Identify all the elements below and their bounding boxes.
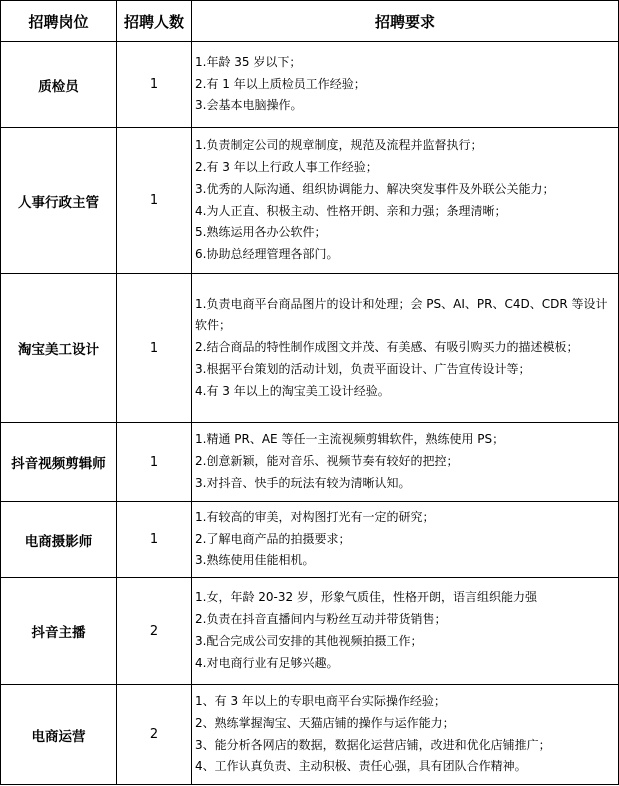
requirement-line: 5.熟练运用各办公软件； bbox=[195, 225, 327, 240]
requirement-line: 1.女，年龄 20-32 岁，形象气质佳，性格开朗，语言组织能力强 bbox=[195, 590, 537, 605]
requirement-line: 4.对电商行业有足够兴趣。 bbox=[195, 655, 339, 670]
requirement-line: 2.有 3 年以上行政人事工作经验； bbox=[195, 159, 378, 174]
requirements-cell bbox=[192, 42, 619, 128]
requirements-cell bbox=[192, 578, 619, 685]
table-row bbox=[1, 423, 619, 502]
count-cell: 1 bbox=[117, 502, 192, 578]
requirement-line: 1.有较高的审美，对构图打光有一定的研究； bbox=[195, 509, 435, 524]
count-cell: 1 bbox=[117, 274, 192, 423]
requirement-line: 2.有 1 年以上质检员工作经验； bbox=[195, 76, 366, 91]
requirements-cell bbox=[192, 685, 619, 785]
position-cell: 电商摄影师 bbox=[1, 502, 117, 578]
requirement-line: 3.熟练使用佳能相机。 bbox=[195, 553, 315, 568]
requirement-line: 3.优秀的人际沟通、组织协调能力、解决突发事件及外联公关能力； bbox=[195, 181, 555, 196]
requirement-line: 2.创意新颖，能对音乐、视频节奏有较好的把控； bbox=[195, 454, 459, 469]
requirements-cell bbox=[192, 274, 619, 423]
position-cell: 抖音主播 bbox=[1, 578, 117, 685]
position-cell: 电商运营 bbox=[1, 685, 117, 785]
position-cell: 人事行政主管 bbox=[1, 128, 117, 274]
requirement-line: 3.配合完成公司安排的其他视频拍摄工作； bbox=[195, 634, 423, 648]
requirement-line: 4.有 3 年以上的淘宝美工设计经验。 bbox=[195, 383, 390, 398]
position-cell: 淘宝美工设计 bbox=[1, 274, 117, 423]
table-row bbox=[1, 578, 619, 685]
requirement-line: 1、有 3 年以上的专职电商平台实际操作经验； bbox=[195, 693, 446, 708]
position-cell: 抖音视频剪辑师 bbox=[1, 423, 117, 502]
requirement-line: 2、熟练掌握淘宝、天猫店铺的操作与运作能力； bbox=[195, 715, 455, 730]
count-cell: 2 bbox=[117, 578, 192, 685]
header-count: 招聘人数 bbox=[117, 1, 192, 42]
header-row bbox=[1, 1, 619, 42]
requirement-line: 1.负责制定公司的规章制度，规范及流程并监督执行； bbox=[195, 138, 483, 153]
header-position: 招聘岗位 bbox=[1, 1, 117, 42]
requirement-line: 3.根据平台策划的活动计划，负责平面设计、广告宣传设计等； bbox=[195, 361, 531, 376]
count-cell: 1 bbox=[117, 42, 192, 128]
requirement-line: 4、工作认真负责、主动积极、责任心强，具有团队合作精神。 bbox=[195, 759, 527, 774]
requirement-line: 2.了解电商产品的拍摄要求； bbox=[195, 531, 351, 546]
requirement-line: 1.精通 PR、AE 等任一主流视频剪辑软件，熟练使用 PS； bbox=[195, 432, 505, 447]
requirement-line: 2.负责在抖音直播间内与粉丝互动并带货销售； bbox=[195, 612, 447, 627]
position-cell: 质检员 bbox=[1, 42, 117, 128]
requirements-cell bbox=[192, 128, 619, 274]
table-row bbox=[1, 274, 619, 423]
table-row bbox=[1, 502, 619, 578]
requirement-line: 1.年龄 35 岁以下； bbox=[195, 54, 302, 69]
requirement-line: 3、能分析各网店的数据，数据化运营店铺，改进和优化店铺推广； bbox=[195, 737, 551, 752]
header-requirements: 招聘要求 bbox=[192, 1, 619, 42]
count-cell: 1 bbox=[117, 128, 192, 274]
count-cell: 2 bbox=[117, 685, 192, 785]
requirements-cell bbox=[192, 502, 619, 578]
requirement-line: 6.协助总经理管理各部门。 bbox=[195, 247, 339, 262]
requirement-line: 3.会基本电脑操作。 bbox=[195, 98, 303, 113]
count-cell: 1 bbox=[117, 423, 192, 502]
requirement-line: 3.对抖音、快手的玩法有较为清晰认知。 bbox=[195, 475, 411, 490]
requirement-line: 4.为人正直、积极主动、性格开朗、亲和力强；条理清晰； bbox=[195, 203, 507, 218]
table-row bbox=[1, 42, 619, 128]
requirement-line: 1.负责电商平台商品图片的设计和处理；会 PS、AI、PR、C4D、CDR 等设计软件； bbox=[195, 296, 608, 333]
requirements-cell bbox=[192, 423, 619, 502]
table-row bbox=[1, 128, 619, 274]
requirement-line: 2.结合商品的特性制作成图文并茂、有美感、有吸引购买力的描述模板； bbox=[195, 340, 579, 355]
table-row bbox=[1, 685, 619, 785]
